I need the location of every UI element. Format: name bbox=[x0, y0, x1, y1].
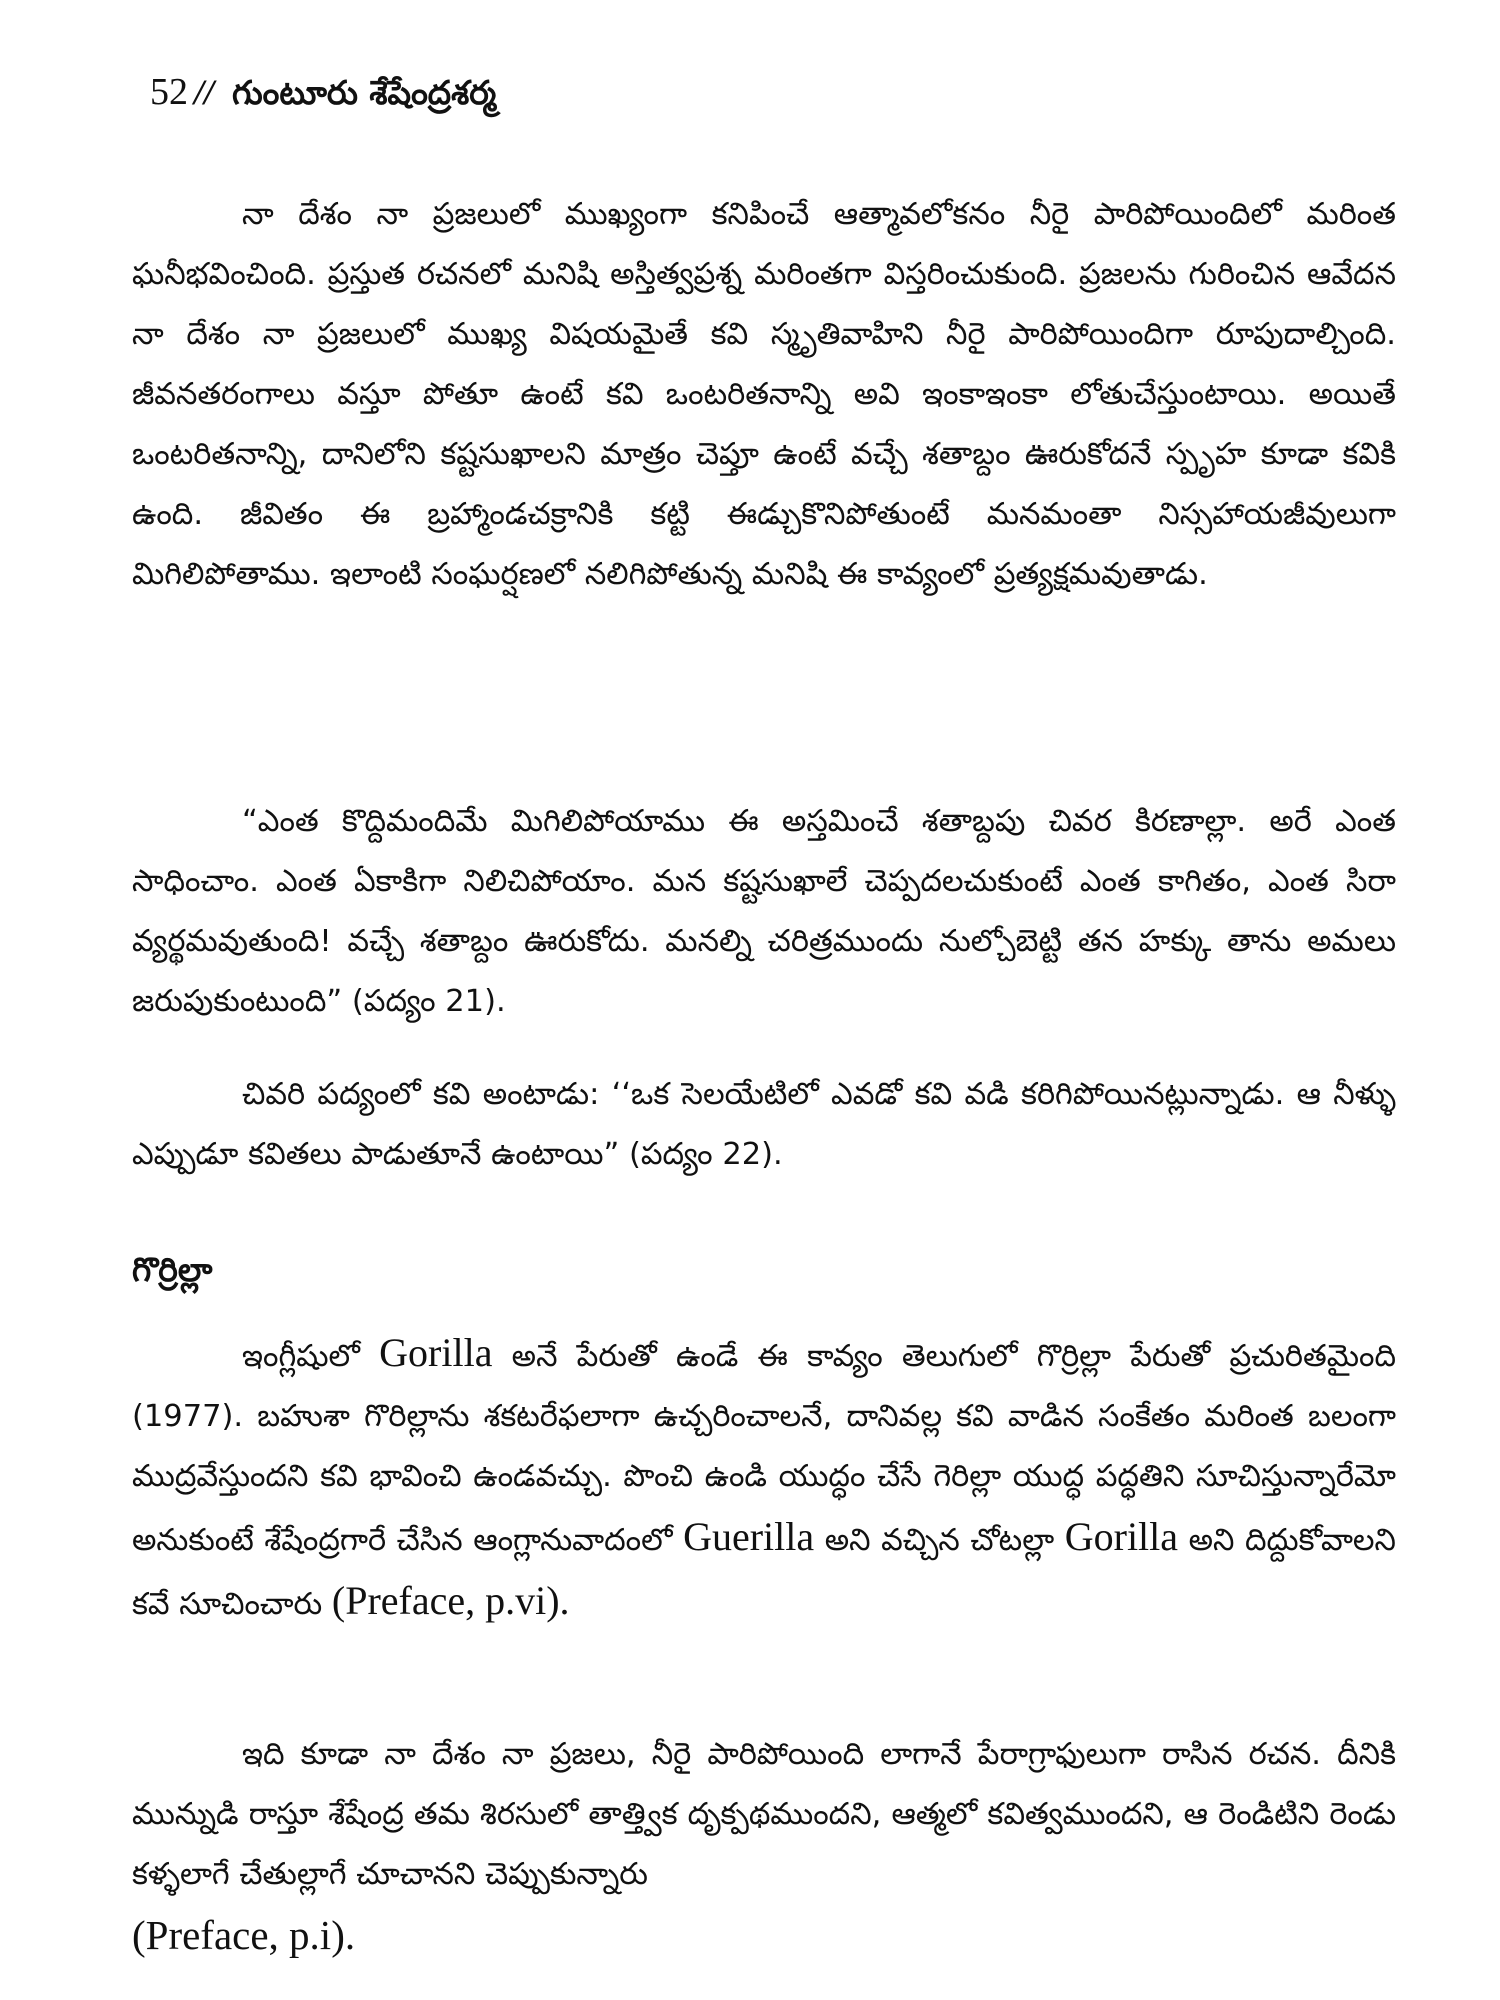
paragraph-5-text: ఇది కూడా నా దేశం నా ప్రజలు, నీరై పారిపోయింది లాగానే పేరాగ్రాఫులుగా రాసిన రచన. దీనికి మున్నుడి రాస్తూ శేషేంద్ర తమ శిరసులో తాత్త్విక దృక్పథముందని, ఆత్మలో కవిత్వముందని, ఆ రెండిటిని రెండు కళ్ళలాగే చేతుల్లాగే చూచానని చెప్పుకున్నారు bbox=[132, 1737, 1396, 1892]
gorilla-term: Gorilla bbox=[379, 1330, 493, 1375]
guerilla-term: Guerilla bbox=[683, 1514, 815, 1559]
preface-citation-2: (Preface, p.i). bbox=[132, 1912, 356, 1958]
paragraph-4-text-2: అనే పేరుతో ఉండే ఈ కావ్యం తెలుగులో గొర్రిల్లా పేరుతో ప్రచురితమైంది (1977). బహుశా గొరిల్లాను శకటరేఫలాగా ఉచ్చరించాలనే, దానివల్ల కవి వాడిన సంకేతం మరింత బలంగా ముద్రవేస్తుందని కవి భావించి ఉండవచ్చు. పొంచి ఉండి యుద్ధం చేసే గెరిల్లా యుద్ధ పద్ధతిని సూచిస్తున్నారేమో అనుకుంటే శేషేంద్రగారే చేసిన ఆంగ్లానువాదంలో bbox=[132, 1339, 1396, 1558]
preface-citation: (Preface, p.vi). bbox=[331, 1578, 570, 1623]
running-header bbox=[150, 70, 496, 120]
header-separator: // bbox=[194, 72, 215, 112]
page-number: 52 bbox=[150, 71, 188, 113]
gorilla-term-2: Gorilla bbox=[1064, 1514, 1179, 1559]
paragraph-4-text-3: అని వచ్చిన చోటల్లా bbox=[814, 1523, 1065, 1558]
paragraph-3-quote: చివరి పద్యంలో కవి అంటాడు: ‘‘ఒక సెలయేటిలో ఎవడో కవి వడి కరిగిపోయినట్లున్నాడు. ఆ నీళ్ళు ఎప్పుడూ కవితలు పాడుతూనే ఉంటాయి” (పద్యం 22). bbox=[132, 1077, 1396, 1172]
paragraph-1: నా దేశం నా ప్రజలులో ముఖ్యంగా కనిపించే ఆత్మావలోకనం నీరై పారిపోయిందిలో మరింత ఘనీభవించింది. ప్రస్తుత రచనలో మనిషి అస్తిత్వప్రశ్న మరింతగా విస్తరించుకుంది. ప్రజలను గురించిన ఆవేదన నా దేశం నా ప్రజలులో ముఖ్య విషయమైతే కవి స్మృతివాహిని నీరై పారిపోయిందిగా రూపుదాల్చింది. జీవనతరంగాలు వస్తూ పోతూ ఉంటే కవి ఒంటరితనాన్ని అవి ఇంకాఇంకా లోతుచేస్తుంటాయి. అయితే ఒంటరితనాన్ని, దానిలోని కష్టసుఖాలని మాత్రం చెప్తూ ఉంటే వచ్చే శతాబ్దం ఊరుకోదనే స్పృహ కూడా కవికి ఉంది. జీవితం ఈ బ్రహ్మాండచక్రానికి కట్టి ఈడ్చుకొనిపోతుంటే మనమంతా నిస్సహాయజీవులుగా మిగిలిపోతాము. ఇలాంటి సంఘర్షణలో నలిగిపోతున్న మనిషి ఈ కావ్యంలో ప్రత్యక్షమవుతాడు. bbox=[132, 197, 1396, 592]
paragraph-4-text-4: అని దిద్దుకోవాలని కవే సూచించారు bbox=[132, 1523, 1396, 1622]
paragraph-2-quote: “ఎంత కొద్దిమందిమే మిగిలిపోయాము ఈ అస్తమించే శతాబ్దపు చివర కిరణాల్లా. అరే ఎంత సాధించాం. ఎంత ఏకాకిగా నిలిచిపోయాం. మన కష్టసుఖాలే చెప్పదలచుకుంటే ఎంత కాగితం, ఎంత సిరా వ్యర్థమవుతుంది! వచ్చే శతాబ్దం ఊరుకోదు. మనల్ని చరిత్రముందు నుల్చోబెట్టి తన హక్కు తాను అమలు జరుపుకుంటుంది” (పద్యం 21). bbox=[132, 804, 1396, 1019]
header-author: గుంటూరు శేషేంద్రశర్మ bbox=[232, 73, 497, 112]
paragraph-5 bbox=[132, 1725, 1396, 1970]
paragraph-4 bbox=[132, 1323, 1396, 1635]
section-heading: గొర్రిల్లా bbox=[132, 1250, 213, 1289]
paragraph-4-text-1: ఇంగ్లీషులో bbox=[242, 1339, 380, 1374]
